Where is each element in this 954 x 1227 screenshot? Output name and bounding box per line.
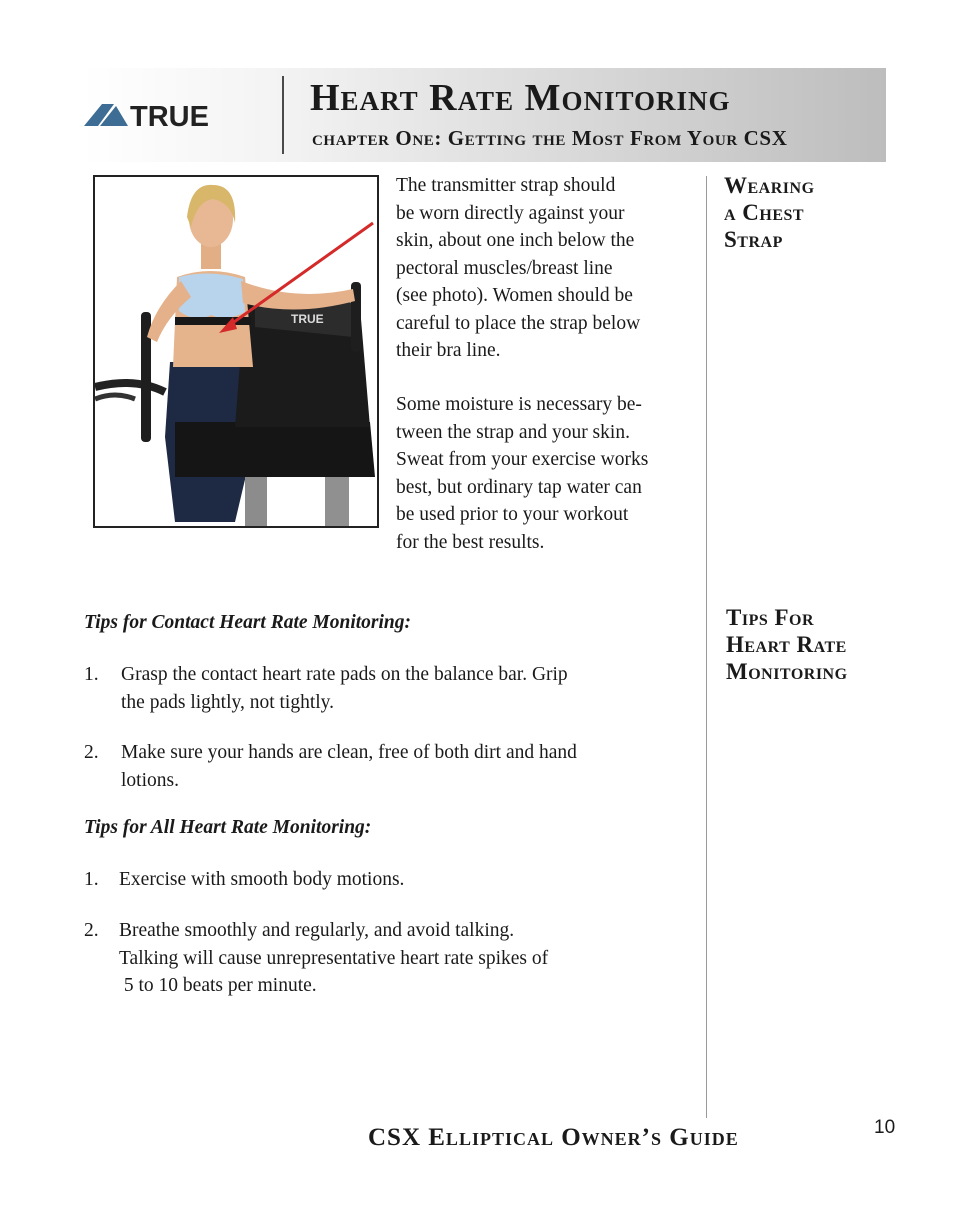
- footer-guide-title: CSX Elliptical Owner’s Guide: [368, 1124, 739, 1151]
- page-number: 10: [874, 1117, 896, 1138]
- chest-strap-photo: [93, 175, 379, 528]
- list-number: 1.: [84, 664, 99, 685]
- true-logo: [84, 100, 254, 130]
- column-divider: [706, 176, 707, 1118]
- side-heading-tips-heart-rate: Tips For Heart Rate Monitoring: [726, 605, 848, 684]
- list-item: Breathe smoothly and regularly, and avoid talking. Talking will cause unrepresentative heart rate spikes of 5 to 10 beats per minute.: [119, 920, 549, 996]
- all-tips-heading: Tips for All Heart Rate Monitoring:: [84, 817, 372, 838]
- moisture-paragraph: Some moisture is necessary be- tween the strap and your skin. Sweat from your exercise works best, but ordinary tap water can be used prior to your workout for the best results.: [396, 394, 649, 553]
- contact-tips-heading: Tips for Contact Heart Rate Monitoring:: [84, 612, 412, 633]
- header-divider: [282, 76, 284, 154]
- list-number: 2.: [84, 920, 99, 941]
- list-number: 2.: [84, 742, 99, 763]
- list-item: Exercise with smooth body motions.: [119, 869, 405, 890]
- list-item: Make sure your hands are clean, free of both dirt and hand lotions.: [121, 742, 577, 791]
- console-brand: TRUE: [291, 312, 324, 326]
- side-heading-wearing-chest-strap: Wearing a Chest Strap: [724, 173, 815, 252]
- strap-placement-paragraph: The transmitter strap should be worn directly against your skin, about one inch below the pectoral muscles/breast line (see photo). Women should be careful to place the strap below their bra line.: [396, 175, 641, 361]
- page-title: Heart Rate Monitoring: [310, 77, 731, 119]
- list-number: 1.: [84, 869, 99, 890]
- logo-text: TRUE: [130, 101, 209, 130]
- list-item: Grasp the contact heart rate pads on the balance bar. Grip the pads lightly, not tightly.: [121, 664, 568, 713]
- page-subtitle: chapter One: Getting the Most From Your CSX: [312, 126, 788, 150]
